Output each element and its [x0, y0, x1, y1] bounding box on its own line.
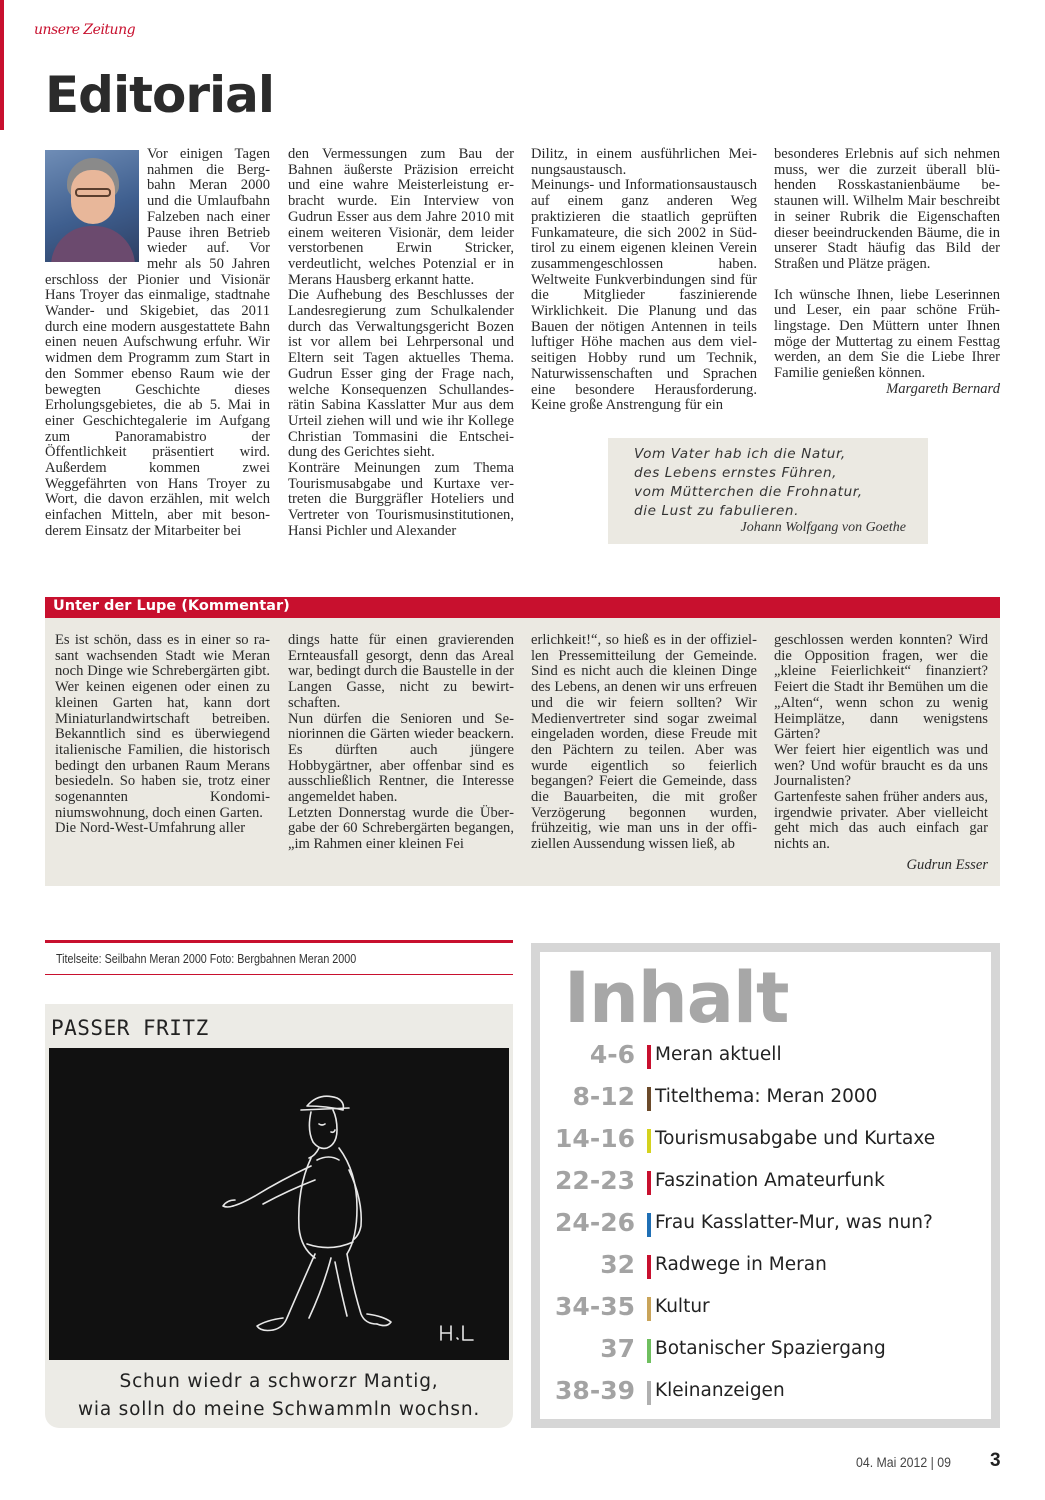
comment-column-4: [774, 633, 988, 874]
toc-item[interactable]: [540, 1292, 990, 1326]
editorial-title: Editorial: [45, 66, 275, 124]
walking-man-illustration: [49, 1048, 509, 1360]
toc-color-bar: [647, 1045, 651, 1069]
toc-color-bar: [647, 1129, 651, 1153]
editorial-paragraph: den Vermessungen zum Bau der Bahnen äußerste Präzision erreicht und eine wahre Meisterleistung erbracht wurde. Ein Interview von Gudrun Esser aus dem Jahre 2010 mit einem weiteren Visionär, dem leider verstorbenen Erwin Stricker, verdeutlicht, welches Potenzial er in Merans Hausberg erkannt hatte.: [288, 146, 514, 288]
photo-credit: Titelseite: Seilbahn Meran 2000 Foto: Bergbahnen Meran 2000: [56, 952, 357, 966]
toc-label: Radwege in Meran: [655, 1254, 827, 1275]
toc-item[interactable]: [540, 1040, 990, 1074]
credit-rule-bottom: [45, 974, 513, 975]
toc-page-range: 24-26: [555, 1208, 635, 1237]
toc-label: Frau Kasslatter-Mur, was nun?: [655, 1212, 933, 1233]
editorial-column-3: [531, 147, 757, 414]
toc-label: Faszination Amateurfunk: [655, 1170, 885, 1191]
toc-title: Inhalt: [564, 957, 789, 1039]
cartoon-caption: [45, 1368, 513, 1424]
toc-label: Tourismusabgabe und Kurtaxe: [655, 1128, 936, 1149]
comment-paragraph: Letzten Donnerstag wurde die Übergabe der 60 Schrebergärten begangen, „im Rahmen einer kleinen Fei: [288, 804, 514, 853]
cartoon-caption-line: Schun wiedr a schworzr Mantig,: [119, 1371, 439, 1392]
comment-column-1: [55, 633, 270, 837]
editorial-text: Vor einigen Tagen nahmen die Bergbahn Meran 2000 und die Umlaufbahn Falzeben nach einer Pause ihren Betrieb wieder auf. Vor mehr als 50 Jahren erschloss der Pionier und Visionär Hans Troyer das einmalige, stadtnahe Wander- und Skigebiet, das 2011 durch eine modern ausgestattete Bahn einen neuen Aufschwung erfuhr. Wir widmen dem Programm zum Start in den Sommer ebenso Raum wie der bewegten Geschichte dieses Erholungsgebietes, die ab 5. Mai in einer Geschichtegalerie im Aufgang zum Panoramabistro der Öffentlichkeit präsentiert wird. Außerdem kommen zwei Weggefährten von Hans Troyer zu Wort, die davon erzählen, mit welch einfachen Mitteln, aber mit besonderem Einsatz der Mitarbeiter bei: [45, 146, 270, 539]
toc-page-range: 38-39: [555, 1376, 635, 1405]
comment-paragraph: dings hatte für einen gravierenden Ernteausfall gesorgt, denn das Areal war, bedingt durch die Baustelle in der Langen Gasse, nicht zu bewirtschaften.: [288, 632, 514, 711]
toc-color-bar: [647, 1255, 651, 1279]
comment-paragraph: Wer feiert hier eigentlich was und wen? Und wofür braucht es da uns Journalisten?: [774, 741, 988, 790]
comment-paragraph: erlichkeit!“, so hieß es in der offiziellen Pressemitteilung der Gemeinde. Sind es nicht auch die kleinen Dinge des Lebens, an denen wir uns erfreuen und die wir feiern sollten? Wir Medienvertreter sind sogar zweimal eingeladen worden, diese Freude mit den Pächtern zu teilen. Aber was wurde eigentlich so feierlich begangen? Feiert die Gemeinde, dass die Bauarbeiten, die mit großer Verzögerung begonnen wurden, frühzeitig, wie man uns in der offiziellen Aussendung wissen ließ, ab: [531, 632, 757, 853]
cartoon-title: PASSER FRITZ: [51, 1016, 209, 1040]
comment-column-2: [288, 633, 514, 853]
issue-date: 04. Mai 2012 | 09: [856, 1454, 951, 1470]
publication-logo: unsere Zeitung: [34, 22, 136, 38]
page-edge-accent: [0, 0, 4, 130]
editorial-paragraph: Die Aufhebung des Beschlusses der Landesregierung zum Schulkalender durch das Verwaltungsgericht Bozen ist vor allem bei Lehrpersonal und Eltern seit Tagen aktuelles Thema. Gudrun Esser ging der Frage nach, welche Konsequenzen Schullandesrätin Sabina Kasslatter Mur aus dem Urteil ziehen will und wie ihr Kollege Christian Tommasini die Entscheidung des Gerichtes sieht.: [288, 287, 514, 461]
toc-item[interactable]: [540, 1334, 990, 1368]
toc-page-range: 34-35: [555, 1292, 635, 1321]
toc-page-range: 4-6: [589, 1040, 635, 1069]
toc-color-bar: [647, 1297, 651, 1321]
cartoon-drawing: [49, 1048, 509, 1360]
comment-paragraph: Es ist schön, dass es in einer so rasant wachsenden Stadt wie Meran noch Dinge wie Schrebergärten gibt. Wer keinen eigenen oder einen zu kleinen Garten hat, kann dort Miniaturlandwirtschaft betreiben. Bekanntlich sind es überwiegend italienische Familien, die historisch bedingt den urbanen Raum Merans besiedeln. So haben sie, trotz einer sogenannten Kondominiumswohnung, doch einen Garten.: [55, 632, 270, 821]
quote-box: [608, 438, 928, 544]
toc-label: Meran aktuell: [655, 1044, 782, 1065]
table-of-contents: [531, 943, 1000, 1428]
comment-title: Unter der Lupe (Kommentar): [53, 598, 290, 614]
editorial-paragraph: Ich wünsche Ihnen, liebe Leserinnen und Leser, ein paar schöne Frühlingstage. Den Müttern unter Ihnen möge der Muttertag zu einem Festtag werden, an dem Sie die Liebe Ihrer Familie genießen können.: [774, 286, 1000, 382]
toc-item[interactable]: [540, 1250, 990, 1284]
comment-paragraph: Die Nord-West-Umfahrung aller: [55, 820, 246, 837]
credit-rule-top: [45, 940, 513, 943]
quote-line: Vom Vater hab ich die Natur,: [634, 446, 846, 462]
editorial-column-1: [45, 147, 270, 540]
toc-page-range: 22-23: [555, 1166, 635, 1195]
toc-item[interactable]: [540, 1082, 990, 1116]
toc-page-range: 8-12: [572, 1082, 635, 1111]
editorial-signature: Margareth Bernard: [886, 380, 1000, 397]
quote-line: des Lebens ernstes Führen,: [634, 465, 838, 481]
toc-color-bar: [647, 1171, 651, 1195]
page-number: 3: [990, 1450, 1001, 1471]
toc-page-range: 32: [600, 1250, 635, 1279]
editorial-paragraph: Meinungs- und Informationsaustausch auf einem ganz anderen Weg praktizieren die staatlich geprüften Funkamateure, die sich 2002 in Südtirol zu einem eigenen kleinen Verein zusammengeschlossen haben. Weltweite Funkverbindungen sind für die Mitglieder faszinierende Wirklichkeit. Die Planung und das Bauen der nötigen Antennen in teils luftiger Höhe machen aus dem vielseitigen Hobby rund um Technik, Naturwissenschaften und Sprachen eine besondere Herausforderung. Keine große Anstrengung für ein: [531, 177, 757, 414]
quote-line: die Lust zu fabulieren.: [634, 503, 800, 519]
toc-item[interactable]: [540, 1124, 990, 1158]
comment-paragraph: Nun dürfen die Senioren und Seniorinnen die Gärten wieder beackern. Es dürften auch jüngere Hobbygärtner, aber offenbar sind es ausschließlich Rentner, die Interesse angemeldet haben.: [288, 710, 514, 806]
cartoon-box: [45, 1004, 513, 1428]
editorial-column-2: [288, 147, 514, 540]
comment-signature: Gudrun Esser: [906, 856, 988, 873]
toc-color-bar: [647, 1381, 651, 1405]
comment-paragraph: Gartenfeste sahen früher anders aus, irgendwie privater. Aber vielleicht geht mich das auch einfach gar nichts an.: [774, 789, 988, 853]
toc-item[interactable]: [540, 1208, 990, 1242]
toc-label: Titelthema: Meran 2000: [655, 1086, 878, 1107]
editorial-paragraph: Dilitz, in einem ausführlichen Meinungsaustausch.: [531, 146, 757, 178]
toc-label: Kultur: [655, 1296, 710, 1317]
toc-page-range: 14-16: [555, 1124, 635, 1153]
editorial-column-4: [774, 147, 1000, 398]
editorial-paragraph: besonderes Erlebnis auf sich nehmen muss, wer die zurzeit überall blühenden Rosskastanienbäume bestaunen will. Wilhelm Mair beschreibt in seiner Rubrik die Eigenschaften dieser beeindruckenden Bäume, die in unserer Stadt häufig das Bild der Straßen und Plätze prägen.: [774, 146, 1000, 272]
toc-label: Kleinanzeigen: [655, 1380, 785, 1401]
toc-color-bar: [647, 1087, 651, 1111]
comment-column-3: [531, 633, 757, 853]
toc-color-bar: [647, 1339, 651, 1363]
quote-author: Johann Wolfgang von Goethe: [740, 520, 906, 535]
toc-page-range: 37: [600, 1334, 635, 1363]
author-portrait: [45, 150, 139, 262]
toc-item[interactable]: [540, 1166, 990, 1200]
toc-label: Botanischer Spaziergang: [655, 1338, 886, 1359]
editorial-paragraph: Konträre Meinungen zum Thema Tourismusabgabe und Kurtaxe vertreten die Burggräfler Hoteliers und Vertreter von Tourismusinstitutionen, Hansi Pichler und Alexander: [288, 460, 514, 539]
toc-color-bar: [647, 1213, 651, 1237]
toc-item[interactable]: [540, 1376, 990, 1410]
comment-header-bar: [45, 597, 1000, 618]
comment-paragraph: geschlossen werden konnten? Wird die Opposition fragen, wer die „kleine Feierlichkeit“ finanziert? Feiert die Stadt ihr Bemühen um die „Alten“, wenn schon zu wenig Heimplätze, dann wenigstens Gärten?: [774, 632, 988, 743]
quote-line: vom Mütterchen die Frohnatur,: [634, 484, 863, 500]
cartoon-caption-line: wia solln do meine Schwammln wochsn.: [77, 1399, 481, 1420]
